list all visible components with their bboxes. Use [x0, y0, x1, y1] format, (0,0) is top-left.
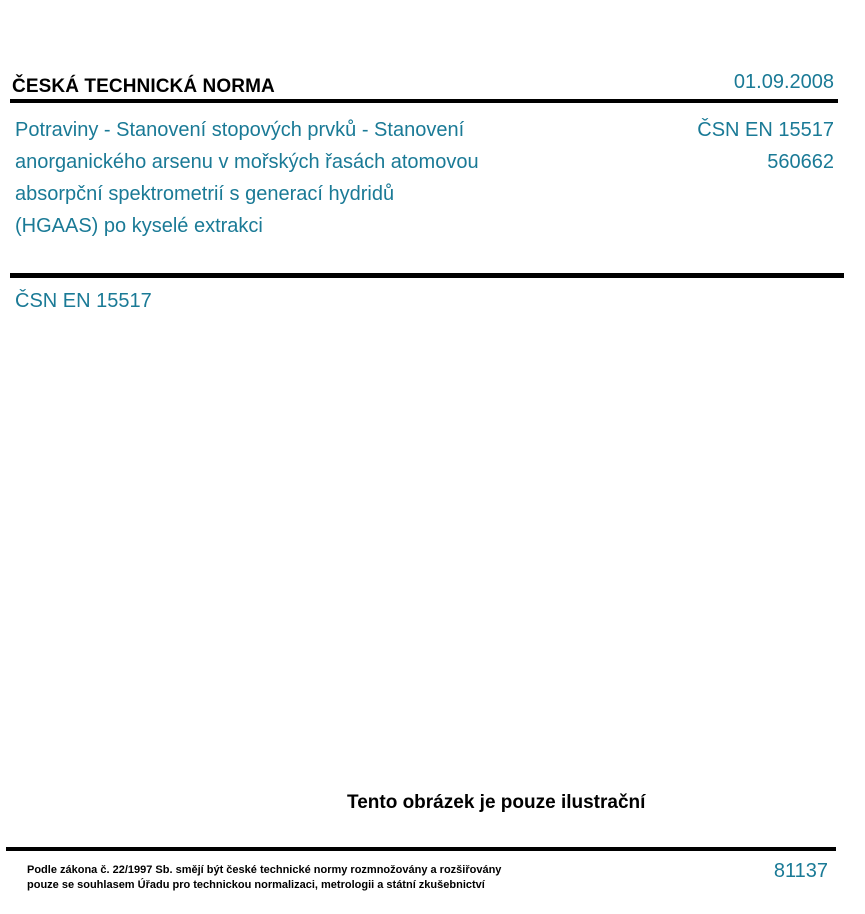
legal-notice: [27, 863, 501, 893]
catalog-number: 81137: [773, 860, 828, 882]
illustration-notice: Tento obrázek je pouze ilustrační: [347, 792, 646, 813]
document-identifiers: [697, 114, 834, 178]
standard-reference: ČSN EN 15517: [15, 290, 152, 312]
document-title-line: anorganického arsenu v mořských řasách atomovou: [15, 151, 479, 173]
publication-date: 01.09.2008: [733, 71, 834, 93]
legal-notice-line: pouze se souhlasem Úřadu pro technickou normalizaci, metrologii a státní zkušebnictví: [27, 879, 485, 891]
standard-type-heading: ČESKÁ TECHNICKÁ NORMA: [12, 76, 275, 97]
document-title-line: (HGAAS) po kyselé extrakci: [15, 215, 263, 237]
class-number: 560662: [767, 151, 834, 173]
legal-notice-line: Podle zákona č. 22/1997 Sb. smějí být české technické normy rozmnožovány a rozšiřovány: [27, 864, 502, 876]
document-title-line: absorpční spektrometrií s generací hydridů: [15, 183, 395, 205]
standard-code: ČSN EN 15517: [697, 119, 834, 141]
header-divider: [10, 99, 838, 103]
document-title: [15, 114, 535, 242]
footer-divider: [6, 847, 836, 851]
document-title-line: Potraviny - Stanovení stopových prvků - Stanovení: [15, 119, 465, 141]
title-divider: [10, 273, 844, 278]
